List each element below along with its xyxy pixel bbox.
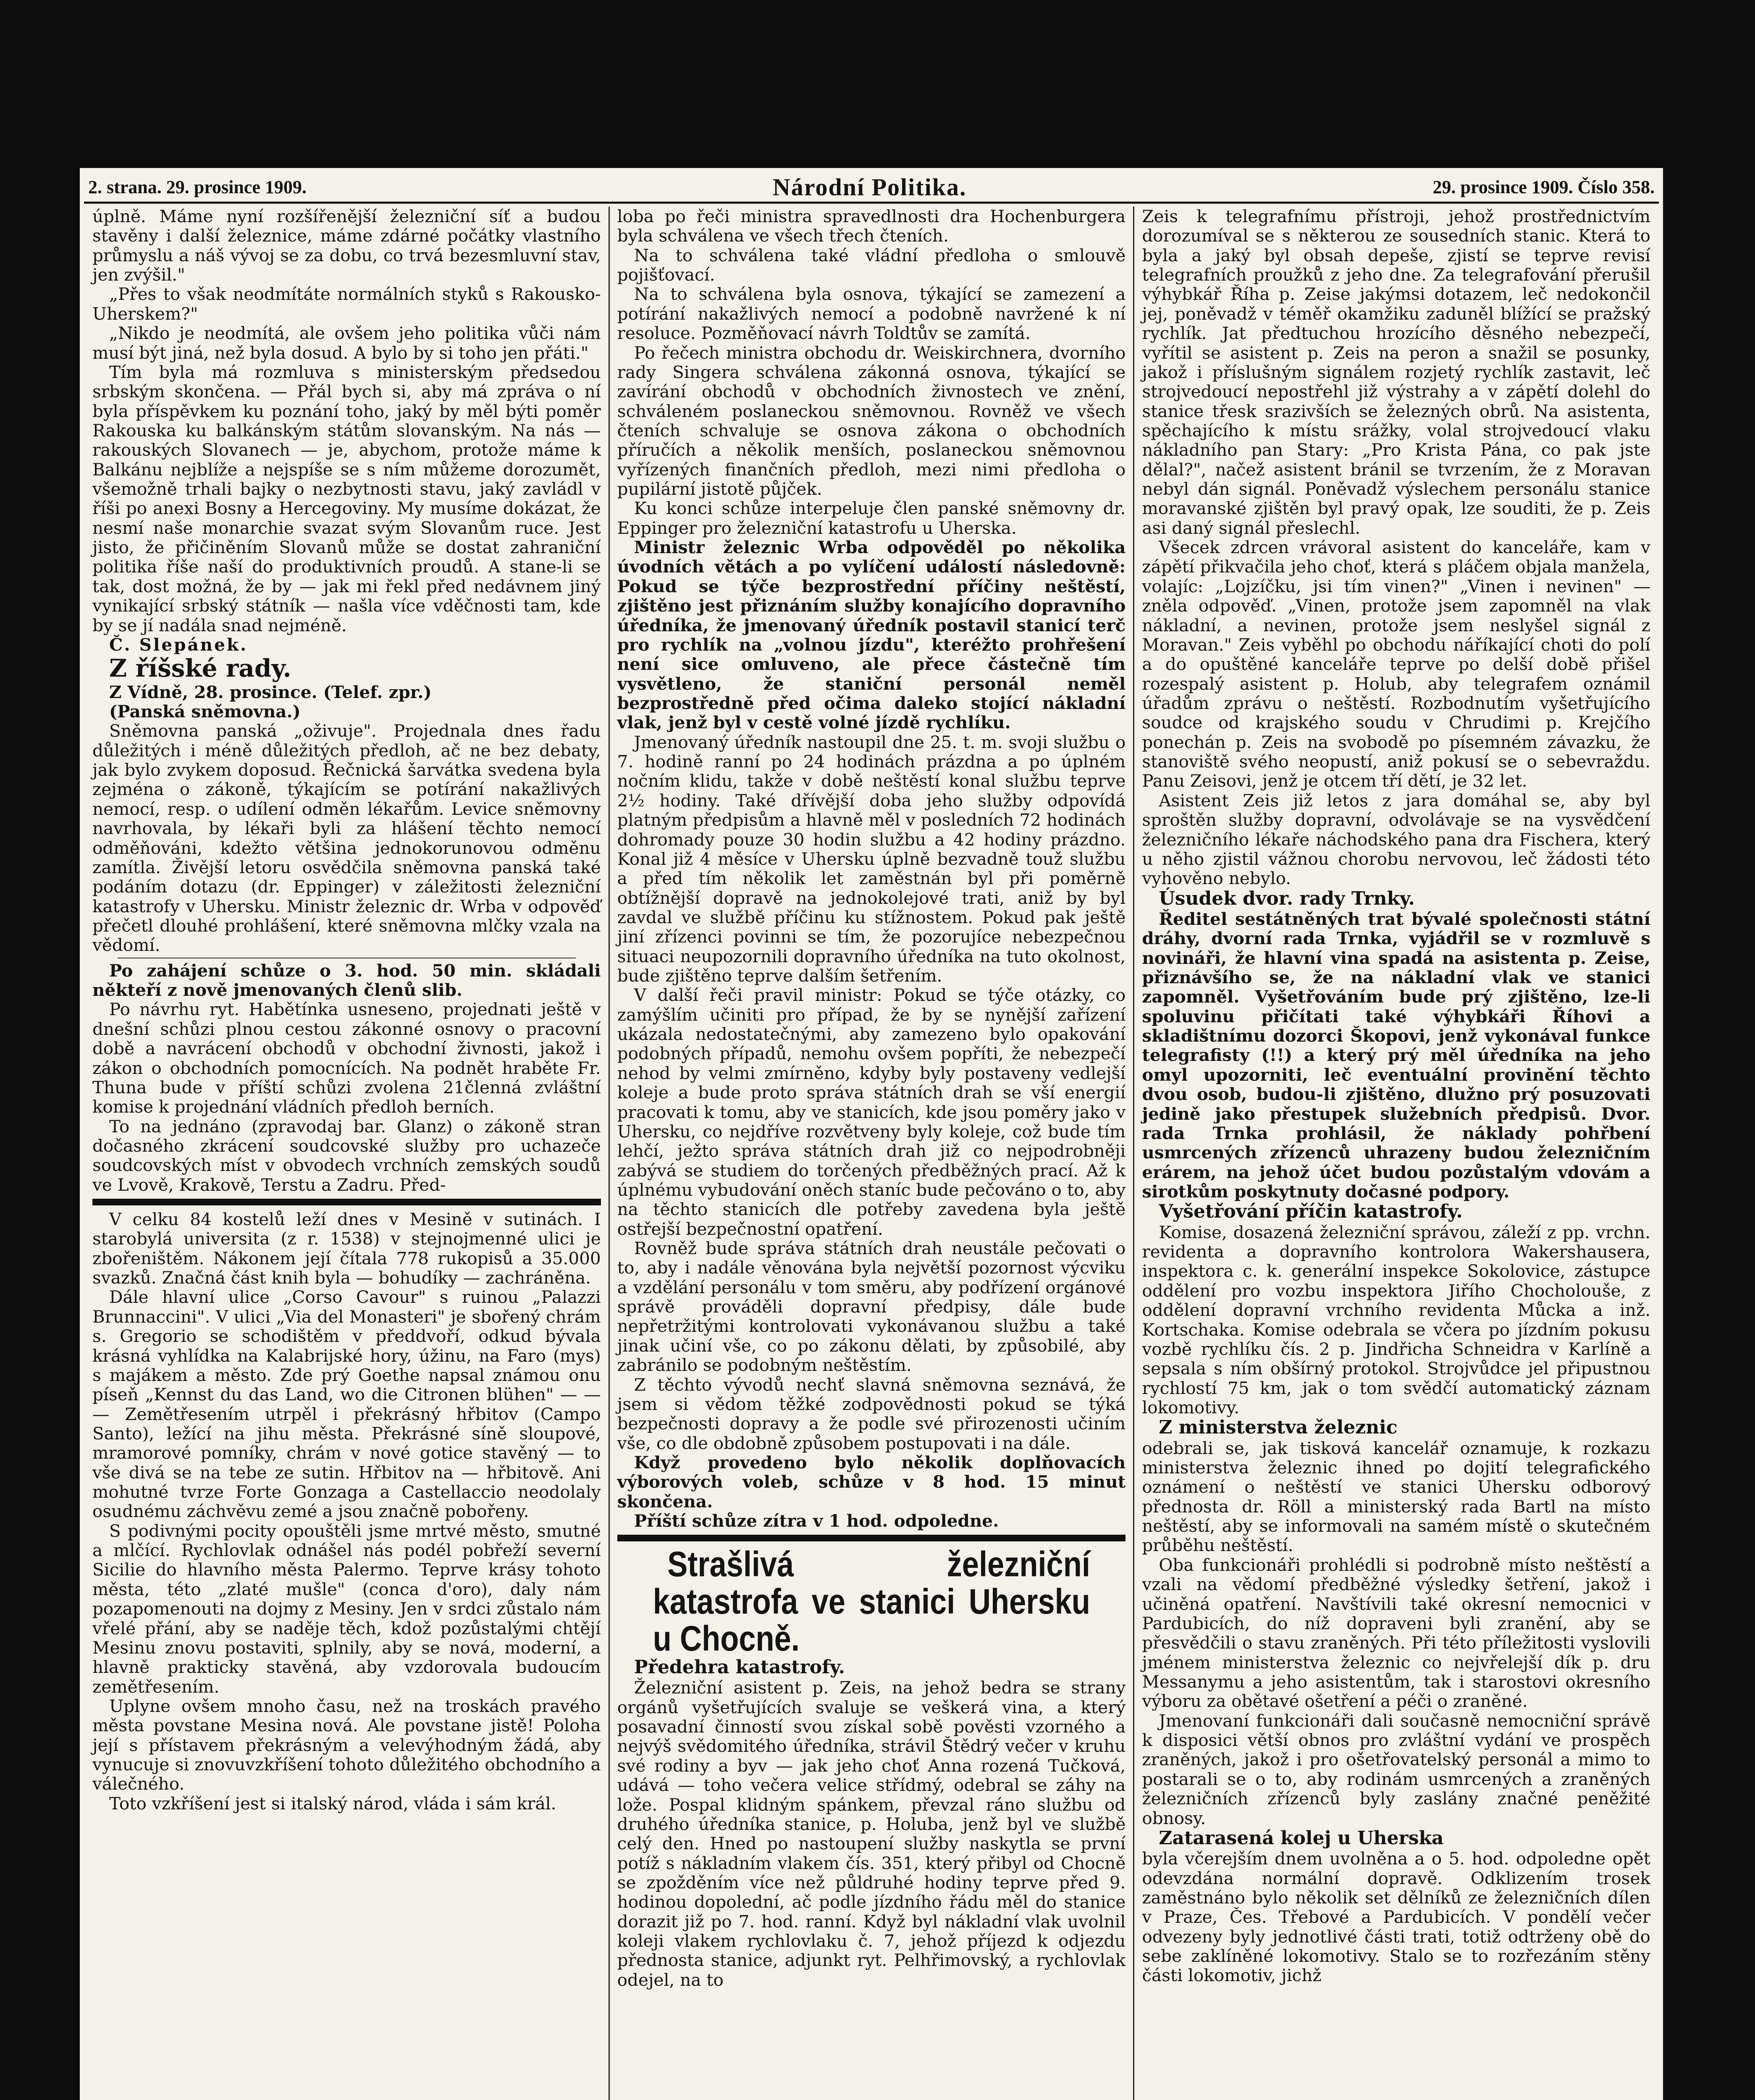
- paragraph: Toto vzkříšení jest si italský národ, vláda i sám král.: [109, 1793, 556, 1814]
- subheading: Zatarasená kolej u Uherska: [1159, 1827, 1444, 1849]
- paragraph: V celku 84 kostelů leží dnes v Mesině v sutinách. I starobylá universita (z r. 1538) v stejnojmenné ulici je zbořeništěm. Nákonem její čítala 778 rukopisů a 35.000 svazků. Značná část knih byla — bohudíky — zachráněna.: [92, 1209, 601, 1288]
- subheading: Úsudek dvor. rady Trnky.: [1159, 887, 1415, 909]
- subheading: Z ministerstva železnic: [1159, 1417, 1398, 1438]
- paragraph: Na to schválena také vládní předloha o smlouvě pojišťovací.: [617, 245, 1126, 285]
- paragraph: Všecek zdrcen vrávoral asistent do kanceláře, kam v zápětí přikvačila jeho choť, která s pláčem objala manžela, volajíc: „Lojzíčku, jsi tím vinen?" „Vinen i nevinen" — zněla odpověď. „Vinen, protože jsem zapomněl na vlak nákladní, a nevinen, protože jsem neslyšel signál z Moravan." Zeis vyběhl po obchodu náříkající choti do polí a do opuštěné kanceláře teprve po delší době přišel rozespalý asistent p. Holub, aby telegrafem oznámil úřadům zprávu o neštěstí. Rozbodnutím vyšetřujícího soudce od krajského soudu v Chrudimi p. Krejčího ponechán p. Zeis na svobodě po písemném závazku, že stanoviště svého neopustí, aniž pokusí se o sebevraždu. Panu Zeisovi, jenž je otcem tří dětí, je 32 let.: [1142, 537, 1651, 791]
- paragraph: Ku konci schůze interpeluje člen panské sněmovny dr. Eppinger pro železniční katastrofu u Uherska.: [617, 498, 1126, 538]
- paragraph: S podivnými pocity opouštěli jsme mrtvé město, smutné a mlčící. Rychlovlak odnášel nás podél pobřeží severní Sicilie do hlavního města Palermo. Teprve krásy tohoto města, této „zlaté mušle" (conca d'oro), daly nám pozapomenouti na dojmy z Mesiny. Jen v srdci zůstalo nám vřelé přání, aby se naděje těch, kdož pozůstalými chtějí Mesinu znovu postaviti, splnily, aby se nová, moderní, a hlavně prakticky stavěná, aby vzdorovala budoucím zemětřesením.: [92, 1520, 601, 1697]
- paragraph: Po návrhu ryt. Habětínka usneseno, projednati ještě v dnešní schůzi plnou cestou zákonné osnovy o pracovní době a navrácení obchodů v obchodní živnosti, jakož i zákon o obchodních pomocnících. Na podnět hraběte Fr. Thuna bude v příští schůzi zvolena 21členná zvláštní komise k projednání vládních předloh berních.: [92, 999, 601, 1117]
- paragraph: Ředitel sestátněných trat bývalé společnosti státní dráhy, dvorní rada Trnka, vyjádřil se v rozmluvě s novináři, že hlavní vina spadá na asistenta p. Zeise, přiznávšího se, že na nákladní vlak ve stanici zapomněl. Vyšetřováním bude prý zjištěno, lze-li spoluvinu přičítati také výhybkáři Říhovi a skladištnímu dozorci Škopovi, jenž vykonával funkce telegrafisty (!!) a který prý měl úředníka na jeho omyl upozorniti, leč eventuální provinění těchto dvou osob, budou-li zjištěno, dlužno prý posuzovati jedině jako přestupek služebních předpisů. Dvor. rada Trnka prohlásil, že náklady pohřbení usmrcených zřízenců uhrazeny budou železničním erárem, na jehož účet budou pozůstalým vdovám a sirotkům poskytnuty dočasné podpory.: [1142, 908, 1651, 1202]
- paragraph: Po řečech ministra obchodu dr. Weiskirchnera, dvorního rady Singera schválena zákonná osnova, týkající se zavírání obchodů v obchodních živnostech ve znění, schváleném poslaneckou sněmovnou. Rovněž ve všech čteních schvaluje se osnova zákona o obchodních příručích a několik menších, poslaneckou sněmovnou vyřízených finančních předloh, mezi nimi předloha o pupilární jistotě půjček.: [617, 342, 1126, 499]
- paragraph: Zeis k telegrafnímu přístroji, jehož prostřednictvím dorozumíval se s některou ze sousedních stanic. Která to byla a jaký byl obsah depeše, zjistí se teprve revisí telegrafních proužků z jeho dne. Za telegrafování přerušil výhybkář Říha p. Zeise jakýmsi dotazem, leč nedokončil jej, poněvadž v téměř okamžiku zaduněl blížící se pražský rychlík. Jat předtuchou hrozícího děsného nebezpečí, vyřítil se asistent p. Zeis na peron a snažil se posunky, jakož i příslušným signálem rozjetý rychlík zastavit, leč strojvedoucí nepostřehl již výstrahy a v zápětí dolehl do stanice třesk srazivších se železných obrů. Na asistenta, spěchajícího k místu srážky, volal strojvedoucí vlaku nákladního pan Stary: „Pro Krista Pána, co pak jste dělal?", načež asistent bránil se tvrzením, že z Moravan nebyl dán signál. Poněvadž výslechem personálu stanice moravanské zjištěn byl pravý opak, lze souditi, že p. Zeis asi daný signál přeslechl.: [1142, 207, 1651, 538]
- paragraph: byla včerejším dnem uvolněna a o 5. hod. odpoledne opět odevzdána normální dopravě. Odklizením trosek zaměstnáno bylo několik set dělníků ze železničních dílen v Praze, Čes. Třebové a Pardubicích. V pondělí večer odvezeny byly jednotlivé části trati, totiž odtrženy obě do sebe zaklíněné lokomotivy. Stalo se to rozřezáním stěny části lokomotiv, jichž: [1142, 1848, 1651, 1986]
- paragraph: Asistent Zeis již letos z jara domáhal se, aby byl sproštěn služby dopravní, odvolávaje se na vysvědčení železničního lékaře náchodského pana dra Fischera, který u něho zjistil vážnou chorobu nervovou, leč žádosti této vyhověno nebylo.: [1142, 790, 1651, 889]
- paragraph: Ministr železnic Wrba odpověděl po několika úvodních větách a po vylíčení událostí následovně: Pokud se týče bezprostřední příčiny neštěstí, zjištěno jest přiznáním služby konajícího dopravního úředníka, že jmenovaný úředník postavil stanicí terč pro rychlík na „volnou jízdu", kteréžto prohřešení není sice omluveno, ale přece částečně tím vysvětleno, že staniční personál neměl bezprostředně před očima daleko stojící nákladní vlak, jenž byl v cestě volné jízdě rychlíku.: [617, 537, 1126, 733]
- main-headline: Strašlivá železniční katastrofa ve stanici Uhersku u Chocně.: [653, 1544, 1090, 1658]
- paragraph: Jmenovaný úředník nastoupil dne 25. t. m. svoji službu o 7. hodině ranní po 24 hodinách prázdna a po úplném nočním klidu, takže v době neštěstí konal službu teprve 2½ hodiny. Také dřívější doba jeho služby odpovídá platným předpisům a hlavně měl v posledních 72 hodinách dohromady pouze 30 hodin službu a 42 hodiny prázdno. Konal již 4 měsíce v Uhersku úplně bezvadně touž službu a před tím několik let zaměstnán byl při poměrně obtížnější dopravě na jednokolejové trati, aniž by byl zavdal ve službě příčinu ku stížnostem. Pokud pak ještě jiní zřízenci povinni se tím, že pozorujíce nebezpečnou situaci neupozornili dopravního úředníka na tuto okolnost, bude zjištěno teprve dalším šetřením.: [617, 732, 1126, 986]
- running-header: [88, 174, 1655, 200]
- header-left: 2. strana. 29. prosince 1909.: [88, 176, 307, 197]
- paragraph: Z těchto vývodů nechť slavná sněmovna seznává, že jsem si vědom těžké zodpovědnosti pokud se týká bezpečnosti dopravy a že podle své přirozenosti učiním vše, co dle obdobně způsobem postupovati i na dále.: [617, 1374, 1126, 1453]
- column-1: [85, 207, 610, 2100]
- paragraph: Jmenovaní funkcionáři dali současně nemocniční správě k disposici větší obnos pro zvláštní vydání ve prospěch zraněných, jakož i pro ošetřovatelský personál a mimo to postarali se o to, aby rodinám usmrcených a zraněných železničních zřízenců byly zaslány značné peněžité obnosy.: [1142, 1710, 1651, 1828]
- header-right: 29. prosince 1909. Číslo 358.: [1432, 176, 1655, 197]
- paragraph: odebrali se, jak tisková kancelář oznamuje, k rozkazu ministerstva železnic ihned po dojití telegrafického oznámení o neštěstí ve stanici Uhersku odborový přednosta dr. Röll a ministerský rada Bartl na místo neštěstí, aby se informovali na samém místě o skutečném průběhu neštěstí.: [1142, 1438, 1651, 1556]
- paragraph: „Nikdo je neodmítá, ale ovšem jeho politika vůči nám musí být jiná, než byla dosud. A bylo by si toho jen přáti.": [92, 323, 601, 363]
- column-2: [610, 207, 1135, 2100]
- paragraph: Po zahájení schůze o 3. hod. 50 min. skládali někteří z nově jmenovaných členů slib.: [92, 960, 601, 1000]
- paragraph: „Přes to však neodmítáte normálních styků s Rakousko-Uherskem?": [92, 284, 601, 324]
- paragraph: Uplyne ovšem mnoho času, než na troskách pravého města povstane Mesina nová. Ale povstane jistě! Poloha její s přístavem překrásným a velevýhodným žádá, aby vynucuje si znovuvzkříšení tohoto důležitého obchodního a válečného.: [92, 1696, 601, 1794]
- paragraph: Když provedeno bylo několik doplňovacích výborových voleb, schůze v 8 hod. 15 minut skončena.: [617, 1452, 1126, 1512]
- section-heading: Z říšské rady.: [109, 654, 291, 683]
- paragraph: Tím byla má rozmluva s ministerským předsedou srbským skončena. — Přál bych si, aby má zpráva o ní byla příspěvkem ku poznání toho, jaký by měl býti poměr Rakouska ku balkánským státům slovanským. Na nás — rakouských Slovanech — je, abychom, protože máme k Balkánu nejblíže a nejspíše se s ním můžeme dorozumět, všemožně trhali bajky o nezbytnosti stavu, jaký zavládl v říši po anexi Bosny a Hercegoviny. My musíme dokázat, že nesmí naše monarchie svazat svým Slovanům ruce. Jest jisto, že přičiněním Slovanů může se dostat zahraniční politika říše naší do produktivních proudů. A stane-li se tak, dost možná, že by — jak mi řekl před nedávnem jiný vynikající srbský státník — našla více vděčnosti tam, kde by se jí nadála snad nejméně.: [92, 362, 601, 635]
- subheading: Vyšetřování příčin katastrofy.: [1159, 1201, 1463, 1223]
- feuilleton-divider: [92, 1199, 601, 1205]
- paragraph: V další řeči pravil ministr: Pokud se týče otázky, co zamýšlím učiniti pro případ, že by se nynější zařízení ukázala nedostatečnými, aby zamezeno bylo opakování podobných případů, nemohu ovšem popříti, že nebezpečí nehod by velmi zmírněno, kdyby byly postaveny vedlejší koleje a bude proto správa státních drah se vší energií pracovati k tomu, aby ve stanicích, kde jsou poměry jako v Uhersku, co nejdříve rozvětveny byly koleje, což bude tím lehčí, ježto správa státních drah již co nejpodrobněji zabývá se studiem do torčených předběžných prací. Až k úplnému vybudování oněch staníc bude pečováno o to, aby na těchto stanicích dle potřeby zavedena byla ještě ostřejší bezpečnostní opatření.: [617, 985, 1126, 1239]
- subheading: Předehra katastrofy.: [634, 1656, 845, 1678]
- author-signature: Č. Slepánek.: [109, 634, 248, 655]
- paragraph: Železniční asistent p. Zeis, na jehož bedra se strany orgánů vyšetřujících svaluje se veškerá vina, a který posavadní činností svou získal sobě pověsti vzorného a nejvýš svědomitého úředníka, strávil Štědrý večer v kruhu své rodiny a byv — jak jeho choť Anna rozená Tučková, udává — toho večera velice střídmý, odebral se záhy na lože. Pospal klidným spánkem, převzal ráno službu od druhého úředníka stanice, p. Holuba, jenž byl ve službě celý den. Hned po nastoupení služby naskytla se první potíž s nákladním vlakem čís. 351, který přibyl od Chocně se zpožděním více než půldruhé hodiny teprve před 9. hodinou dopolední, ač podle jízdního řádu měl do stanice dorazit již po 7. hod. ranní. Když byl nákladní vlak uvolnil koleji vlakem rychlovlaku č. 7, jehož příjezd k odjezdu přednosta stanice, adjunkt ryt. Pelhřimovský, a rychlovlak odejel, na to: [617, 1677, 1126, 1990]
- columns: [85, 207, 1658, 2100]
- paragraph: Komise, dosazená železniční správou, záleží z pp. vrchn. revidenta a dopravního kontrolora Wakershausera, inspektora c. k. generální inspekce Sokolovice, zástupce oddělení pro vozbu inspektora Jiřího Chocholouše, z oddělení dopravní vrchního revidenta Můcka a inž. Kortschaka. Komise odebrala se včera po jízdním pokusu vozbě rychlíku čís. 2 p. Jindřicha Schneidra v Karlíně a sepsala s ním obšírný protokol. Strojvůdce jel připustnou rychlostí 75 km, jak o tom svědčí automatický záznam lokomotivy.: [1142, 1222, 1651, 1418]
- header-rule: [84, 202, 1659, 204]
- paragraph: Na to schválena byla osnova, týkající se zamezení a potírání nakažlivých nemocí a podobně navržené k ní resoluce. Pozměňovací návrh Toldtův se zamítá.: [617, 284, 1126, 344]
- headline-rule: [617, 1535, 1126, 1541]
- paragraph: loba po řeči ministra spravedlnosti dra Hochenburgera byla schválena ve všech třech čteních.: [617, 207, 1126, 246]
- paragraph: Rovněž bude správa státních drah neustále pečovati o to, aby i nadále věnována byla největší pozornost výcviku a vzdělání personálu v tom směru, aby podřízení orgánové správě prováděli dopravní předpisy, dále bude nepřetržitými kontrolovati vykonávanou službu a také jinak učiní vše, co po zákonu dělati, by způsobilé, aby zabránilo se podobným neštěstím.: [617, 1238, 1126, 1376]
- paragraph: Dále hlavní ulice „Corso Cavour" s ruinou „Palazzi Brunnaccini". V ulici „Via del Monasteri" je sbořený chrám s. Gregorio se schodištěm v předdvoří, odkud bývala krásná vyhlídka na Kalabrijské hory, úžinu, na Faro (mys) s majákem a město. Zde prý Goethe napsal známou onu píseň „Kennst du das Land, wo die Citronen blühen" — — — Zemětřesením utrpěl i překrásný hřbitov (Campo Santo), ležící na jihu města. Překrásné síně sloupové, mramorové pomníky, chrám v nové gotice stavěný — to vše divá se na tebe ze sutin. Hřbitov na — hřbitově. Ani mohutné tvrze Forte Gonzaga a Castellaccio neodolaly osudnému záchvěvu zemé a jsou značně pobořeny.: [92, 1287, 601, 1522]
- paragraph: Příští schůze zítra v 1 hod. odpoledne.: [634, 1511, 999, 1531]
- dateline: Z Vídně, 28. prosince. (Telef. zpr.): [109, 682, 432, 702]
- paragraph: To na jednáno (zpravodaj bar. Glanz) o zákoně stran dočasného zkrácení soudcovské služby pro uchazeče soudcovských míst v obvodech vrchních zemských soudů ve Lvově, Krakově, Terstu a Zadru. Před-: [92, 1116, 601, 1195]
- column-3: [1134, 207, 1658, 2100]
- chamber-label: (Panská sněmovna.): [109, 701, 301, 722]
- paragraph: Sněmovna panská „oživuje". Projednala dnes řadu důležitých i méně důležitých předloh, ač ne bez debaty, jak bylo zvykem doposud. Řečnická šarvátka svedena byla zejména o zákoně, týkajícím se potírání nakažlivých nemocí, resp. o udílení odměn lékařům. Levice sněmovny navrhovala, by lékaři byli za hlášení těchto nemocí odměňováni, kdežto většina jednokorunovou odměnu zamítla. Živější letoru osvědčila sněmovna panská také podáním dotazu (dr. Eppinger) v záležitosti železniční katastrofy v Uhersku. Ministr železnic dr. Wrba v odpověď přečetl dlouhé prohlášení, které sněmovna mlčky vzala na vědomí.: [92, 721, 601, 956]
- paragraph: Oba funkcionáři prohlédli si podrobně místo neštěstí a vzali na vědomí předběžné výsledky šetření, jakož i učiněná opatření. Navštívili také okresní nemocnici v Pardubicích, do níž dopraveni byli zranění, aby se přesvědčili o stavu zraněných. Při této příležitosti vyslovili jménem ministerstva železnic co nejvřelejší dík p. dru Messanymu a jeho asistentům, tak i starostovi okresního výboru za obětavé ošetření a péči o zraněné.: [1142, 1554, 1651, 1712]
- newspaper-page: [80, 168, 1663, 2100]
- masthead-title: Národní Politika.: [772, 173, 967, 201]
- paragraph: úplně. Máme nyní rozšířenější železniční síť a budou stavěny i další železnice, máme zdárné počátky vlastního průmyslu a náš vývoj se za dobu, co trvá bezesmluvní stav, jen zvýšil.": [92, 207, 601, 285]
